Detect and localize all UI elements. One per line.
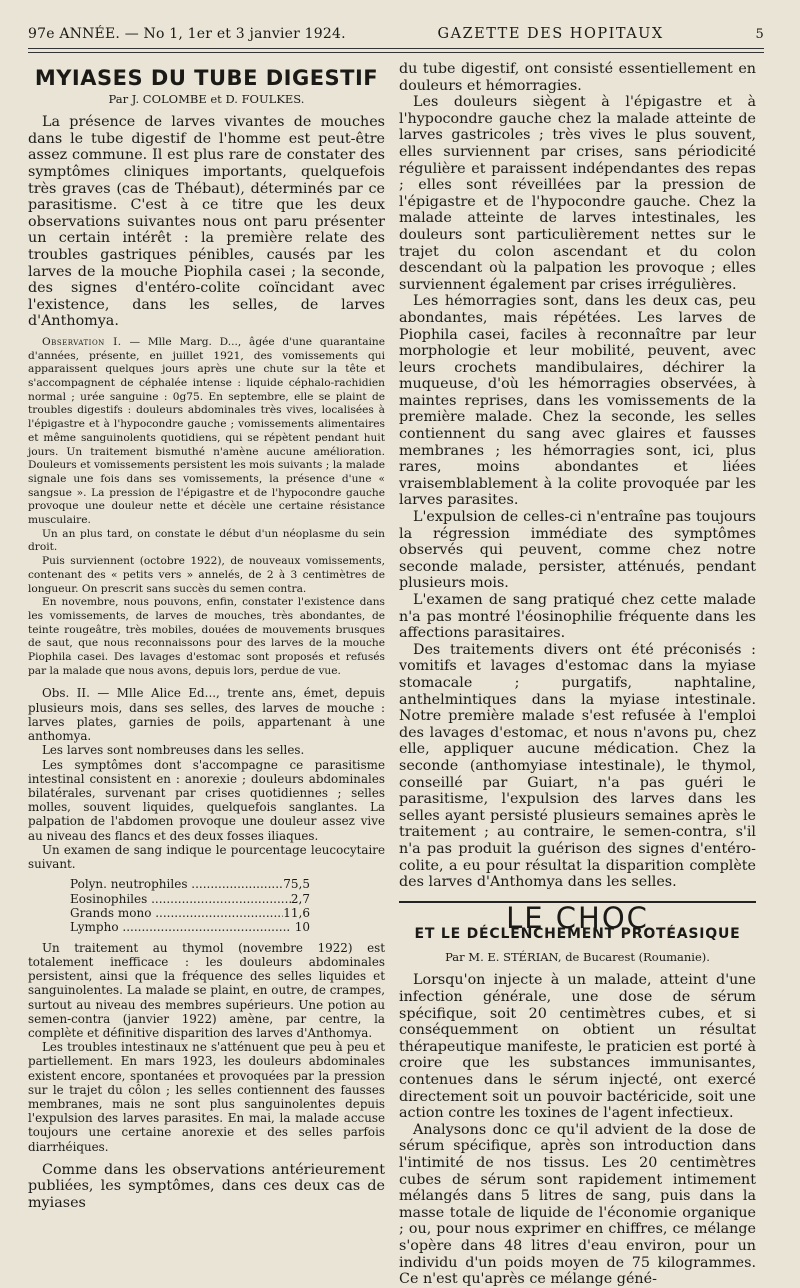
columns	[28, 61, 764, 1288]
table-row: Polyn. neutrophiles ..... 75,5	[70, 877, 310, 891]
obs2-p6: Les troubles intestinaux ne s'atténuent que peu à peu et partiellement. En mars 1923, les douleurs abdominales existent encore, spontanées et provoquées par la pression sur le trajet du côlon ; les selles contiennent des fausses membranes, mais ne sont plus sanguinolentes depuis l'expulsion des larves parasites. En mai, la malade accuse toujours une certaine anorexie et des selles parfois diarrhéiques.	[28, 1040, 385, 1154]
obs2-p4: Un examen de sang indique le pourcentage leucocytaire suivant.	[28, 842, 385, 871]
article2-subtitle: ET LE DÉCLENCHEMENT PROTÉASIQUE	[414, 926, 741, 943]
page-number: 5	[755, 27, 764, 42]
discussion-p1: Comme dans les observations antérieurement publiées, les symptômes, dans ces deux cas de myiases	[28, 1161, 385, 1211]
article1-title: MYIASES DU TUBE DIGESTIF	[34, 66, 379, 90]
obs2-p1: Obs. II. — Mlle Alice Ed..., trente ans, émet, depuis plusieurs mois, dans ses selles, des larves de mouche : larves plates, garnies de poils, appartenant à une anthomya.	[28, 686, 385, 744]
header-issue: 97e ANNÉE. — No 1, 1er et 3 janvier 1924.	[28, 26, 346, 42]
article2-p2: Analysons donc ce qu'il advient de la dose de sérum spécifique, après son introduction dans l'intimité de nos tissus. Les 20 centimètres cubes de sérum sont rapidement intimement mélangés dans 5 litres de sang, puis dans la masse totale de liquide de l'économie organique ; ou, pour nous exprimer en chiffres, ce mélange s'opère dans 48 litres d'eau environ, pour un individu d'un poids moyen de 75 kilogrammes. Ce n'est qu'après ce mélange géné-	[399, 1121, 756, 1288]
obs1-label: Observation I.	[42, 335, 122, 348]
discussion-p3: Les hémorragies sont, dans les deux cas, peu abondantes, mais répétées. Les larves de Piophila casei, faciles à reconnaître par leur morphologie et leur mobilité, peuvent, avec leurs crochets mandibulaires, déchirer la muqueuse, d'où les hémorragies observées, à maintes reprises, dans les vomissements de la première malade. Chez la seconde, les selles contiennent du sang avec glaires et fausses membranes ; les hémorragies sont, ici, plus rares, moins abondantes et liées vraisemblablement à la colite provoquée par les larves parasites.	[399, 293, 756, 509]
discussion-p5: L'examen de sang pratiqué chez cette malade n'a pas montré l'éosinophilie fréquente dans les affections parasitaires.	[399, 592, 756, 642]
leukocyte-table	[70, 877, 385, 935]
table-row: Lympho ..... 10	[70, 920, 310, 934]
left-column	[28, 61, 385, 1288]
article1-intro: La présence de larves vivantes de mouches dans le tube digestif de l'homme est peut-être assez commune. Il est plus rare de constater des symptômes cliniques importants, quelquefois très graves (cas de Thébaut), déterminés par ce parasitisme. C'est à ce titre que les deux observations suivantes nous ont paru présenter un certain intérêt : la première relate des troubles gastriques pénibles, causés par les larves de la mouche Piophila casei ; la seconde, des signes d'entéro-colite coïncidant avec l'existence, dans les selles, de larves d'Anthomya.	[28, 114, 385, 330]
table-row: Eosinophiles ..... 2,7	[70, 892, 310, 906]
obs1-p3: Puis surviennent (octobre 1922), de nouveaux vomissements, contenant des « petits vers » annelés, de 2 à 3 centimètres de longueur. On prescrit sans succès du semen contra.	[28, 555, 385, 595]
obs1-paragraph	[28, 336, 385, 528]
header-rule-2	[28, 52, 764, 53]
article1-authors: Par J. COLOMBE et D. FOULKES.	[108, 91, 305, 106]
table-row: Grands mono ..... 11,6	[70, 906, 310, 920]
obs1-p4: En novembre, nous pouvons, enfin, constater l'existence dans les vomissements, de larves de mouches, très abondantes, de teinte rougeâtre, très mobiles, douées de mouvements brusques de saut, que nous reconnaissons pour des larves de la mouche Piophila casei. Des lavages d'estomac sont proposés et refusés par la malade que nous avons, depuis lors, perdue de vue.	[28, 596, 385, 677]
discussion-p2: Les douleurs siègent à l'épigastre et à l'hypocondre gauche chez la malade atteinte de larves gastricoles ; très vives le plus souvent, elles surviennent par crises, sans périodicité régulière et paraissent indépendantes des repas ; elles sont réveillées par la pression de l'épigastre et de l'hypocondre gauche. Chez la malade atteinte de larves intestinales, les douleurs sont particulièrement nettes sur le trajet du colon ascendant et du colon descendant où la palpation les provoque ; elles surviennent également par crises irrégulières.	[399, 94, 756, 293]
article2-authors: Par M. E. STÉRIAN, de Bucarest (Roumanie).	[445, 949, 710, 964]
discussion-p6: Des traitements divers ont été préconisés : vomitifs et lavages d'estomac dans la myiase stomacale ; purgatifs, naphtaline, anthelmintiques dans la myiase intestinale. Notre première malade s'est refusée à l'emploi des lavages d'estomac, et nous n'avons pu, chez elle, appliquer aucune médication. Chez la seconde (anthomyiase intestinale), le thymol, conseillé par Guiart, n'a pas guéri le parasitisme, l'expulsion des larves dans les selles ayant persisté plusieurs semaines après le traitement ; au contraire, le semen-contra, s'il n'a pas produit la guérison des signes d'entéro-colite, a eu pour résultat la disparition complète des larves d'Anthomya dans les selles.	[399, 641, 756, 891]
obs2-p3: Les symptômes dont s'accompagne ce parasitisme intestinal consistent en : anorexie ; douleurs abdominales bilatérales, survenant par crises quotidiennes ; selles molles, souvent liquides, quelquefois sanglantes. La palpation de l'abdomen provoque une douleur assez vive au niveau des flancs et des deux fosses iliaques.	[28, 757, 385, 843]
header-journal-title: GAZETTE DES HOPITAUX	[437, 26, 664, 42]
right-column	[399, 61, 756, 1288]
running-header	[28, 26, 764, 42]
discussion-p4: L'expulsion de celles-ci n'entraîne pas toujours la régression immédiate des symptômes observés qui peuvent, comme chez notre seconde malade, persister, atténués, pendant plusieurs mois.	[399, 509, 756, 592]
header-rule	[28, 48, 764, 49]
discussion-p1-cont: du tube digestif, ont consisté essentiellement en douleurs et hémorragies.	[399, 61, 756, 94]
obs2-p2: Les larves sont nombreuses dans les selles.	[42, 743, 305, 758]
obs1-text: — Mlle Marg. D..., âgée d'une quarantaine d'années, présente, en juillet 1921, des vomissements qui apparaissent quelques jours après une chute sur la tête et s'accompagnent de céphalée intense : liquide céphalo-rachidien normal ; urée sanguine : 0g75. En septembre, elle se plaint de troubles digestifs : douleurs abdominales très vives, localisées à l'épigastre et à l'hypocondre gauche ; vomissements alimentaires et même sanguinolents quotidiens, qui se répètent pendant huit jours. Un traitement bismuthé n'amène aucune amélioration. Douleurs et vomissements persistent les mois suivants ; la malade signale une fois dans ses vomissements, la présence d'une « sangsue ». La pression de l'épigastre et de l'hypocondre gauche provoque une douleur nette et décèle une certaine résistance musculaire.	[28, 335, 385, 527]
article2-p1: Lorsqu'on injecte à un malade, atteint d'une infection générale, une dose de sérum spécifique, soit 20 centimètres cubes, et si conséquemment on obtient un résultat thérapeutique manifeste, le praticien est porté à croire que les substances immunisantes, contenues dans le sérum injecté, ont exercé directement soit un pouvoir bactéricide, soit une action contre les toxines de l'agent infectieux.	[399, 972, 756, 1122]
obs1-p2: Un an plus tard, on constate le début d'un néoplasme du sein droit.	[28, 527, 385, 554]
article2-title: LE CHOC	[506, 900, 649, 935]
obs2-p5: Un traitement au thymol (novembre 1922) est totalement inefficace : les douleurs abdominales persistent, ainsi que la fréquence des selles liquides et sanguinolentes. La malade se plaint, en outre, de crampes, surtout au niveau des membres supérieurs. Une potion au semen-contra (janvier 1922) amène, par centre, la complète et définitive disparition des larves d'Anthomya.	[28, 940, 385, 1040]
